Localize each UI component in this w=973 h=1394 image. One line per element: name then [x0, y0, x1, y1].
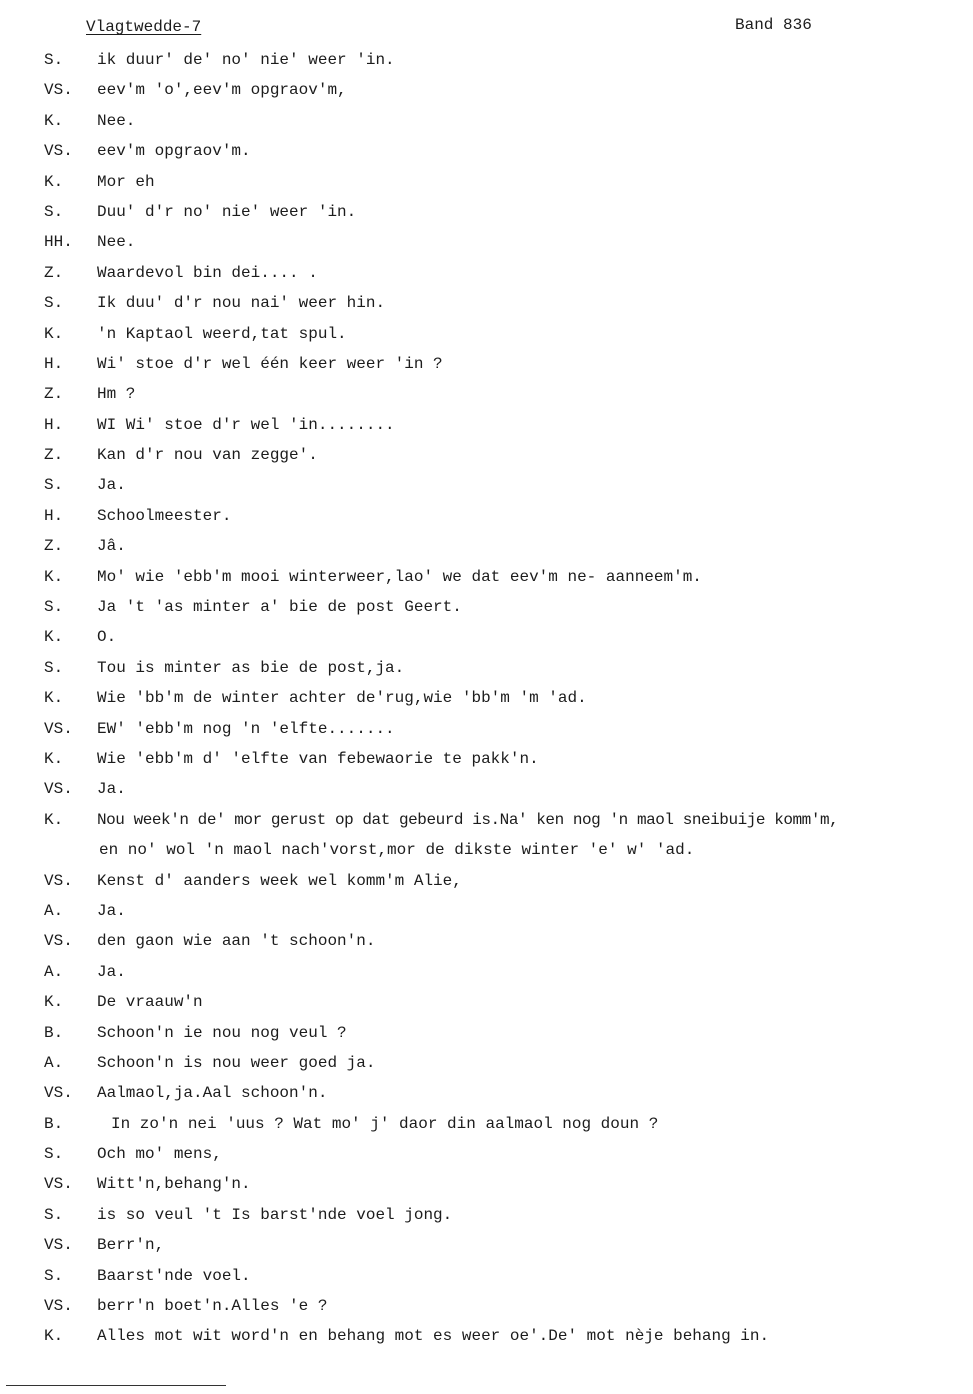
line-text: is so veul 't Is barst'nde voel jong.: [97, 1205, 453, 1224]
line-text: eev'm 'o',eev'm opgraov'm,: [97, 81, 347, 100]
line-text: Och mo' mens,: [97, 1145, 222, 1164]
transcript-line: [0, 1174, 973, 1204]
transcript-line: [0, 931, 973, 961]
speaker-label: K.: [44, 567, 64, 586]
line-text: Ja.: [97, 476, 126, 495]
speaker-label: K.: [44, 172, 64, 191]
line-text: Kan d'r nou van zegge'.: [97, 446, 318, 465]
transcript-line: [0, 293, 973, 323]
line-text: WI Wi' stoe d'r wel 'in........: [97, 415, 395, 434]
line-text: Duu' d'r no' nie' weer 'in.: [97, 202, 357, 221]
speaker-label: S.: [44, 598, 64, 617]
speaker-label: VS.: [44, 719, 73, 738]
line-text: Wi' stoe d'r wel één keer weer 'in ?: [97, 354, 443, 373]
speaker-label: VS.: [44, 81, 73, 100]
transcript-line: [0, 111, 973, 141]
speaker-label: S.: [44, 294, 64, 313]
line-text: Mo' wie 'ebb'm mooi winterweer,lao' we dat eev'm ne- aanneem'm.: [97, 567, 702, 586]
line-text: berr'n boet'n.Alles 'e ?: [97, 1297, 328, 1316]
transcript-line: [0, 962, 973, 992]
line-text: Ja.: [97, 962, 126, 981]
line-text: Wie 'bb'm de winter achter de'rug,wie 'bb'm 'm 'ad.: [97, 689, 587, 708]
speaker-label: S.: [44, 1266, 64, 1285]
speaker-label: S.: [44, 1145, 64, 1164]
speaker-label: Z.: [44, 446, 64, 465]
speaker-label: B.: [44, 1023, 64, 1042]
speaker-label: VS.: [44, 1297, 73, 1316]
line-text: Nee.: [97, 233, 136, 252]
line-text: Schoon'n is nou weer goed ja.: [97, 1053, 376, 1072]
speaker-label: S.: [44, 1205, 64, 1224]
line-text: Witt'n,behang'n.: [97, 1175, 251, 1194]
speaker-label: K.: [44, 810, 64, 829]
line-text: Aalmaol,ja.Aal schoon'n.: [97, 1084, 328, 1103]
transcript-line: [0, 475, 973, 505]
line-text: den gaon wie aan 't schoon'n.: [97, 932, 376, 951]
line-text: De vraauw'n: [97, 993, 203, 1012]
speaker-label: Z.: [44, 385, 64, 404]
speaker-label: VS.: [44, 932, 73, 951]
line-text: In zo'n nei 'uus ? Wat mo' j' daor din aalmaol nog doun ?: [111, 1114, 659, 1133]
transcript-line: [0, 324, 973, 354]
line-text: Kenst d' aanders week wel komm'm Alie,: [97, 871, 462, 890]
transcript-line: [0, 354, 973, 384]
transcript-line: [0, 141, 973, 171]
transcript-line: [0, 202, 973, 232]
transcript-line: [0, 1053, 973, 1083]
transcript-line: [0, 992, 973, 1022]
transcript-lines: [0, 50, 973, 1357]
line-text: Alles mot wit word'n en behang mot es weer oe'.De' mot nèje behang in.: [97, 1327, 770, 1346]
line-text: EW' 'ebb'm nog 'n 'elfte.......: [97, 719, 395, 738]
line-text: en no' wol 'n maol nach'vorst,mor de dikste winter 'e' w' 'ad.: [99, 841, 695, 860]
speaker-label: HH.: [44, 233, 73, 252]
speaker-label: B.: [44, 1114, 64, 1133]
line-text: Jâ.: [97, 537, 126, 556]
line-text: Hm ?: [97, 385, 136, 404]
speaker-label: K.: [44, 111, 64, 130]
line-text: Wie 'ebb'm d' 'elfte van febewaorie te pakk'n.: [97, 749, 539, 768]
speaker-label: K.: [44, 1327, 64, 1346]
line-text: Nee.: [97, 111, 136, 130]
transcript-line: [0, 1266, 973, 1296]
transcript-line: [0, 1296, 973, 1326]
transcript-line: [0, 1083, 973, 1113]
speaker-label: K.: [44, 993, 64, 1012]
transcript-line: [0, 1023, 973, 1053]
transcript-line: [0, 719, 973, 749]
line-text: 'n Kaptaol weerd,tat spul.: [97, 324, 347, 343]
transcript-line: [0, 1114, 973, 1144]
speaker-label: H.: [44, 415, 64, 434]
transcript-line: [0, 1235, 973, 1265]
transcript-line: [0, 688, 973, 718]
transcript-line: [0, 779, 973, 809]
transcript-line: [0, 658, 973, 688]
line-text: Schoolmeester.: [97, 506, 232, 525]
speaker-label: K.: [44, 324, 64, 343]
line-text: Berr'n,: [97, 1236, 165, 1255]
line-text: Schoon'n ie nou nog veul ?: [97, 1023, 347, 1042]
speaker-label: Z.: [44, 263, 64, 282]
speaker-label: VS.: [44, 1084, 73, 1103]
speaker-label: VS.: [44, 1175, 73, 1194]
speaker-label: K.: [44, 749, 64, 768]
transcript-line: [0, 749, 973, 779]
transcript-line: [0, 901, 973, 931]
line-text: Ja 't 'as minter a' bie de post Geert.: [97, 598, 462, 617]
transcript-line: [0, 50, 973, 80]
transcript-line: [0, 536, 973, 566]
transcript-line: [0, 1205, 973, 1235]
document-title: Vlagtwedde-7: [86, 18, 202, 36]
band-number: Band 836: [735, 16, 812, 34]
line-text: Mor eh: [97, 172, 155, 191]
speaker-label: A.: [44, 1053, 64, 1072]
line-text: Ik duu' d'r nou nai' weer hin.: [97, 294, 386, 313]
transcript-line-continuation: [0, 840, 973, 870]
transcript-line: [0, 172, 973, 202]
speaker-label: VS.: [44, 780, 73, 799]
speaker-label: A.: [44, 962, 64, 981]
speaker-label: VS.: [44, 142, 73, 161]
speaker-label: Z.: [44, 537, 64, 556]
transcript-line: [0, 1144, 973, 1174]
speaker-label: K.: [44, 689, 64, 708]
speaker-label: A.: [44, 901, 64, 920]
speaker-label: S.: [44, 476, 64, 495]
transcript-line: [0, 80, 973, 110]
speaker-label: H.: [44, 506, 64, 525]
transcript-line: [0, 445, 973, 475]
speaker-label: VS.: [44, 871, 73, 890]
speaker-label: S.: [44, 202, 64, 221]
line-text: Ja.: [97, 901, 126, 920]
speaker-label: K.: [44, 628, 64, 647]
transcript-line: [0, 232, 973, 262]
speaker-label: S.: [44, 51, 64, 69]
transcript-line: [0, 415, 973, 445]
line-text: Tou is minter as bie de post,ja.: [97, 658, 405, 677]
speaker-label: S.: [44, 658, 64, 677]
speaker-label: H.: [44, 354, 64, 373]
speaker-label: VS.: [44, 1236, 73, 1255]
transcript-line: [0, 627, 973, 657]
transcript-line: [0, 263, 973, 293]
transcript-line: [0, 506, 973, 536]
transcript-line: [0, 1326, 973, 1356]
line-text: eev'm opgraov'm.: [97, 142, 251, 161]
footer-divider: [6, 1385, 226, 1386]
line-text: Waardevol bin dei.... .: [97, 263, 318, 282]
line-text: ik duur' de' no' nie' weer 'in.: [97, 51, 395, 69]
line-text: O.: [97, 628, 117, 647]
line-text: Ja.: [97, 780, 126, 799]
line-text: Nou week'n de' mor gerust op dat gebeurd is.Na' ken nog 'n maol sneibuije komm'm,: [97, 810, 839, 829]
transcript-line: [0, 871, 973, 901]
line-text: Baarst'nde voel.: [97, 1266, 251, 1285]
transcript-line: [0, 567, 973, 597]
transcript-line: [0, 384, 973, 414]
transcript-line: [0, 810, 973, 840]
transcript-line: [0, 597, 973, 627]
